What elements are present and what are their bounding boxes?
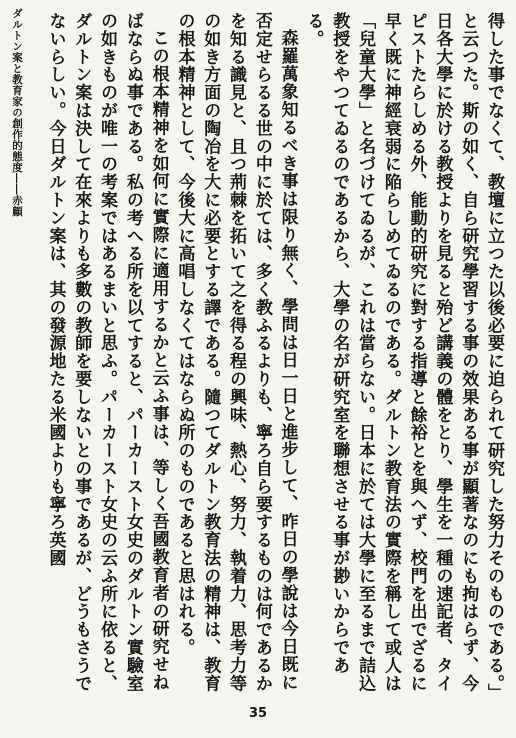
running-head: ダルトン案と教育家の創作的態度――赤顧	[11, 8, 23, 217]
paragraph: 森羅萬象知るべき事は限り無く、學問は日一日と進步して、昨日の學說は今日既に否定せらるる世の中に於ては、多く教ふるよりも、寧ろ自ら要するものは何であるかを知る識見と、且つ荊棘を拓いて之を得る程の興味、熱心、努力、執着力、思考力等の如き方面の陶冶を大に必要とする譯である。隨つてダルトン教育法の精神は、教育の根本精神として、今後大に高唱しなくてはならぬ所のものであると思はれる。	[174, 12, 298, 693]
page-number: 35	[248, 706, 268, 721]
paragraph: 得した事でなくて、教壇に立つた以後必要に迫られて研究した努力そのものである。」と云つた。斯の如く、自ら研究學習する事の效果ある事が顯著なのにも拘はらず、今日各大學に於ける教授よりを見ると殆ど講義の體をとり、學生を一種の速記者、タイピストたらしめる外、能動的研究に對する指導と餘裕とを與へず、校門を出でざるに早く既に神經衰弱に陥らしめてゐるのである。ダルトン教育法の實際を稱して或人は「兒童大學」と名づけてゐるが、これは當らない。日本に於ては大學に至るまで詰込教授をやつてゐるのであるから、大學の名が研究室を聯想させる事が尠いからである。	[303, 12, 504, 694]
body-text	[38, 12, 506, 700]
paragraph: この根本精神を如何に實際に適用するかと云ふ事は、等しく吾國教育者の研究せねばならぬ事である。私の考へる所を以てすると、パーカースト女史のダルトン實驗室の如きものが唯一の考案ではあるまいと思ふ。パーカースト女史の云ふ所に依ると、ダルトン案は決して在來よりも多數の教師を要しないとの事であるが、どうもさうでないらしい。今日ダルトン案は、其の發源地たる米國よりも寧ろ英國	[45, 12, 169, 693]
